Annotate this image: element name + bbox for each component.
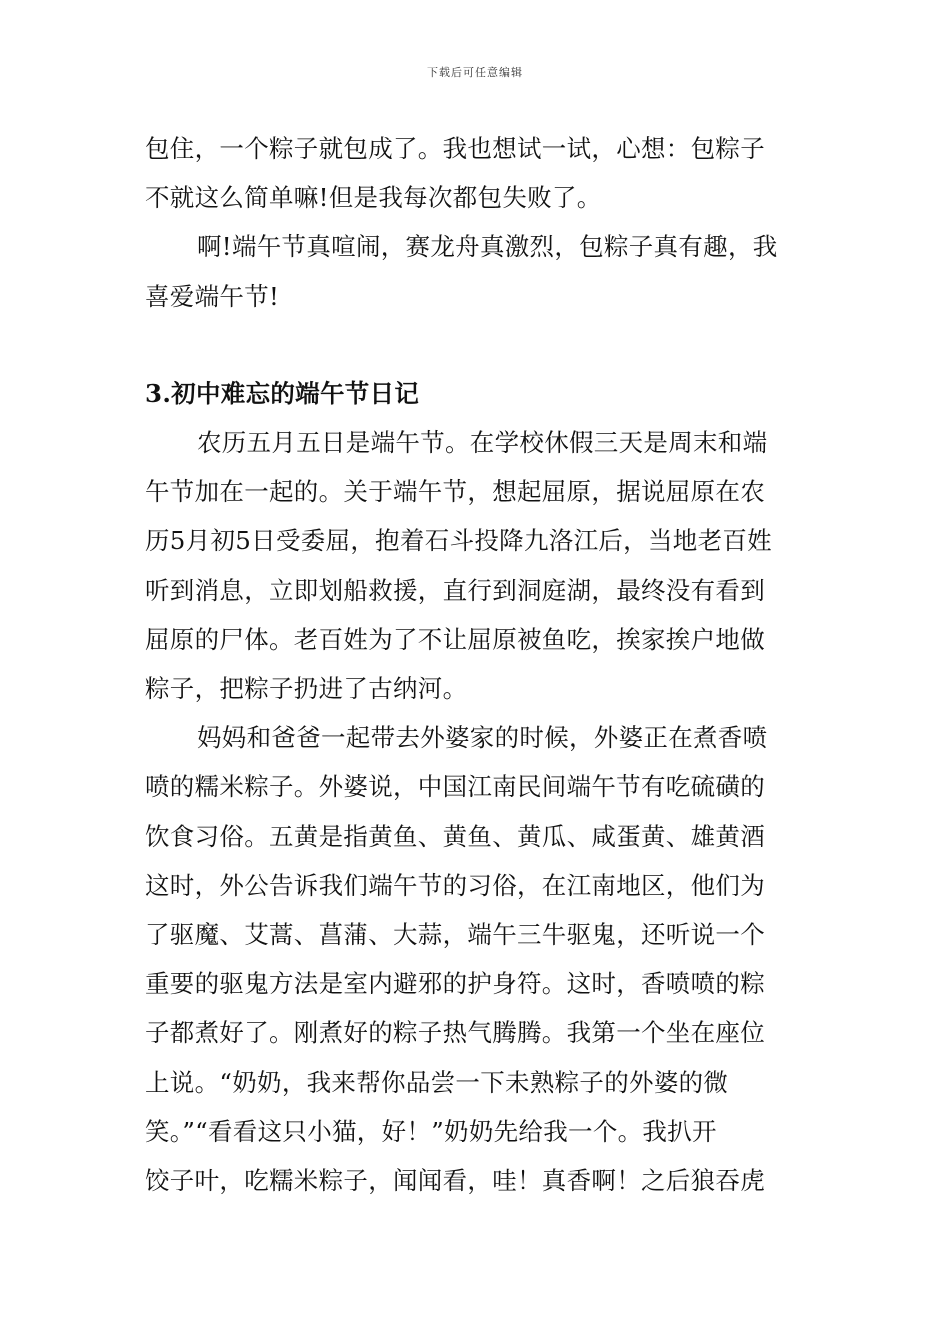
closing-paragraph [145,222,807,320]
text-line: 不就这么简单嘛!但是我每次都包失败了。 [145,183,602,213]
text-line: 这时，外公告诉我们端午节的习俗，在江南地区，他们为 [145,870,765,900]
page-header-note: 下载后可任意编辑 [427,66,523,79]
text-line: 重要的驱鬼方法是室内避邪的护身符。这时，香喷喷的粽 [145,969,765,999]
text-line: 饺子叶，吃糯米粽子，闻闻看，哇！真香啊！之后狼吞虎 [145,1166,765,1196]
text-line: 喜爱端午节! [145,281,280,311]
text-line: 妈妈和爸爸一起带去外婆家的时候，外婆正在煮香喷 [197,723,768,753]
text-line: 上说。“奶奶，我来帮你品尝一下未熟粽子的外婆的微 [145,1067,729,1097]
text-line: 喷的糯米粽子。外婆说，中国江南民间端午节有吃硫磺的 [145,772,765,802]
text-line: 粽子，把粽子扔进了古纳河。 [145,674,468,704]
text-line: 农历五月五日是端午节。在学校休假三天是周末和端 [197,428,768,458]
text-line: 历5月初5日受委屈，抱着石斗投降九洛江后，当地老百姓 [145,526,772,556]
intro-paragraph [145,124,807,222]
paragraph-dragon-boat-origin [145,418,807,713]
paragraph-grandma-zongzi [145,713,807,1205]
text-line: 午节加在一起的。关于端午节，想起屈原，据说屈原在农 [145,477,765,507]
text-line: 屈原的尸体。老百姓为了不让屈原被鱼吃，挨家挨户地做 [145,624,765,654]
text-line: 子都煮好了。刚煮好的粽子热气腾腾。我第一个坐在座位 [145,1018,765,1048]
section-heading: 3.初中难忘的端午节日记 [145,378,420,408]
text-line: 了驱魔、艾蒿、菖蒲、大蒜，端午三牛驱鬼，还听说一个 [145,920,765,950]
document-body [145,124,807,1205]
text-line: 饮食习俗。五黄是指黄鱼、黄鱼、黄瓜、咸蛋黄、雄黄酒 [145,821,765,851]
text-line: 包住，一个粽子就包成了。我也想试一试，心想：包粽子 [145,134,765,163]
text-line: 笑。”“看看这只小猫，好！”奶奶先给我一个。我扒开 [145,1116,717,1146]
text-line: 啊!端午节真喧闹，赛龙舟真激烈，包粽子真有趣，我 [197,232,778,262]
section-spacer [145,321,807,369]
text-line: 听到消息，立即划船救援，直行到洞庭湖，最终没有看到 [145,575,765,605]
